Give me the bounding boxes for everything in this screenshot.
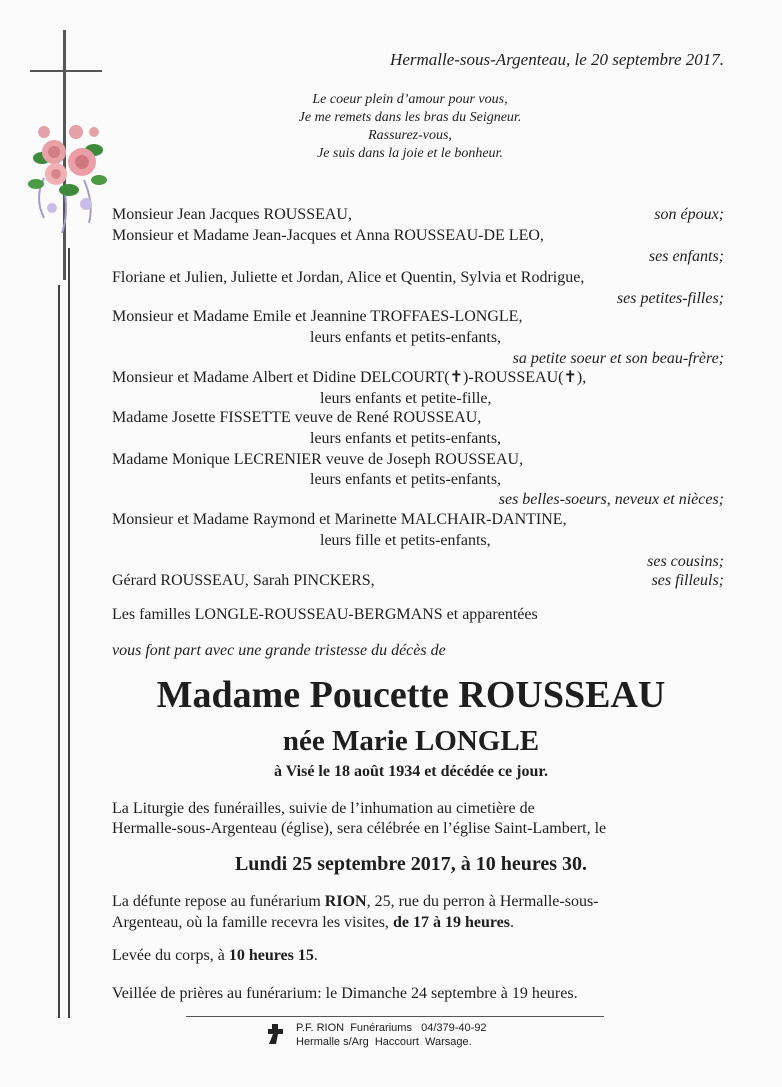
- funeral-home-name: RION: [324, 893, 367, 910]
- ceremony-text: Argenteau, où la famille recevra les visites,: [112, 914, 393, 931]
- body-removal-time: 10 heures 15: [228, 947, 314, 964]
- family-line: leurs enfants et petits-enfants,: [310, 430, 502, 447]
- family-role: ses petites-filles;: [616, 290, 724, 307]
- left-border-line: [68, 248, 70, 1018]
- poem-line: Le coeur plein d’amour pour vous,: [312, 92, 508, 107]
- family-line: Monsieur et Madame Jean-Jacques et Anna ROUSSEAU-DE LEO,: [112, 227, 544, 244]
- deceased-dates: à Visé le 18 août 1934 et décédée ce jour.: [273, 763, 548, 780]
- footer-line: Hermalle s/Arg Haccourt Warsage.: [296, 1036, 472, 1048]
- family-line: Gérard ROUSSEAU, Sarah PINCKERS,: [112, 572, 375, 589]
- funeral-home-logo-icon: [266, 1022, 286, 1046]
- poem-line: Je suis dans la joie et le bonheur.: [317, 146, 503, 161]
- family-role: ses belles-soeurs, neveux et nièces;: [498, 491, 724, 508]
- family-role: son époux;: [654, 206, 724, 223]
- family-role: ses filleuls;: [651, 572, 724, 589]
- family-line: Monsieur et Madame Emile et Jeannine TROFFAES-LONGLE,: [112, 308, 523, 325]
- family-role: ses enfants;: [648, 248, 724, 265]
- family-role: sa petite soeur et son beau-frère;: [512, 350, 724, 367]
- family-line: Madame Josette FISSETTE veuve de René ROUSSEAU,: [112, 409, 482, 426]
- family-line: leurs enfants et petits-enfants,: [310, 471, 502, 488]
- family-line: Monsieur et Madame Raymond et Marinette MALCHAIR-DANTINE,: [112, 511, 567, 528]
- footer-divider: [186, 1016, 604, 1017]
- family-line: leurs enfants et petits-enfants,: [310, 329, 502, 346]
- ceremony-text: La Liturgie des funérailles, suivie de l’inhumation au cimetière de: [112, 800, 535, 817]
- ceremony-text: Levée du corps, à: [112, 947, 229, 964]
- poem-line: Rassurez-vous,: [368, 128, 452, 143]
- ceremony-date-time: Lundi 25 septembre 2017, à 10 heures 30.: [234, 853, 588, 875]
- family-line: leurs enfants et petite-fille,: [320, 390, 492, 407]
- family-role: ses cousins;: [647, 553, 724, 570]
- roses-bouquet-icon: [24, 118, 114, 238]
- deceased-birth-name: née Marie LONGLE: [282, 725, 540, 757]
- ceremony-text: , 25, rue du perron à Hermalle-sous-: [366, 893, 599, 910]
- announce-text: vous font part avec une grande tristesse du décès de: [112, 642, 446, 659]
- place-date: Hermalle-sous-Argenteau, le 20 septembre 2017.: [390, 50, 724, 69]
- ceremony-text: Veillée de prières au funérarium: le Dimanche 24 septembre à 19 heures.: [112, 985, 578, 1002]
- family-line: Les familles LONGLE-ROUSSEAU-BERGMANS et apparentées: [112, 606, 538, 623]
- family-line: Floriane et Julien, Juliette et Jordan, Alice et Quentin, Sylvia et Rodrigue,: [112, 269, 585, 286]
- ceremony-text: .: [509, 914, 514, 931]
- ceremony-text: La défunte repose au funérarium: [112, 893, 325, 910]
- ceremony-text: Hermalle-sous-Argenteau (église), sera célébrée en l’église Saint-Lambert, le: [112, 820, 607, 837]
- visiting-hours: de 17 à 19 heures: [392, 914, 510, 931]
- poem-line: Je me remets dans les bras du Seigneur.: [298, 110, 522, 125]
- family-line: leurs fille et petits-enfants,: [320, 532, 491, 549]
- footer-line: P.F. RION Funérariums 04/379-40-92: [296, 1022, 487, 1034]
- family-line: Monsieur et Madame Albert et Didine DELCOURT(✝)-ROUSSEAU(✝),: [112, 369, 587, 386]
- left-border-line: [58, 285, 60, 1018]
- family-line: Madame Monique LECRENIER veuve de Joseph ROUSSEAU,: [112, 451, 524, 468]
- deceased-name: Madame Poucette ROUSSEAU: [156, 674, 666, 716]
- ceremony-text: .: [313, 947, 318, 964]
- family-line: Monsieur Jean Jacques ROUSSEAU,: [112, 206, 352, 223]
